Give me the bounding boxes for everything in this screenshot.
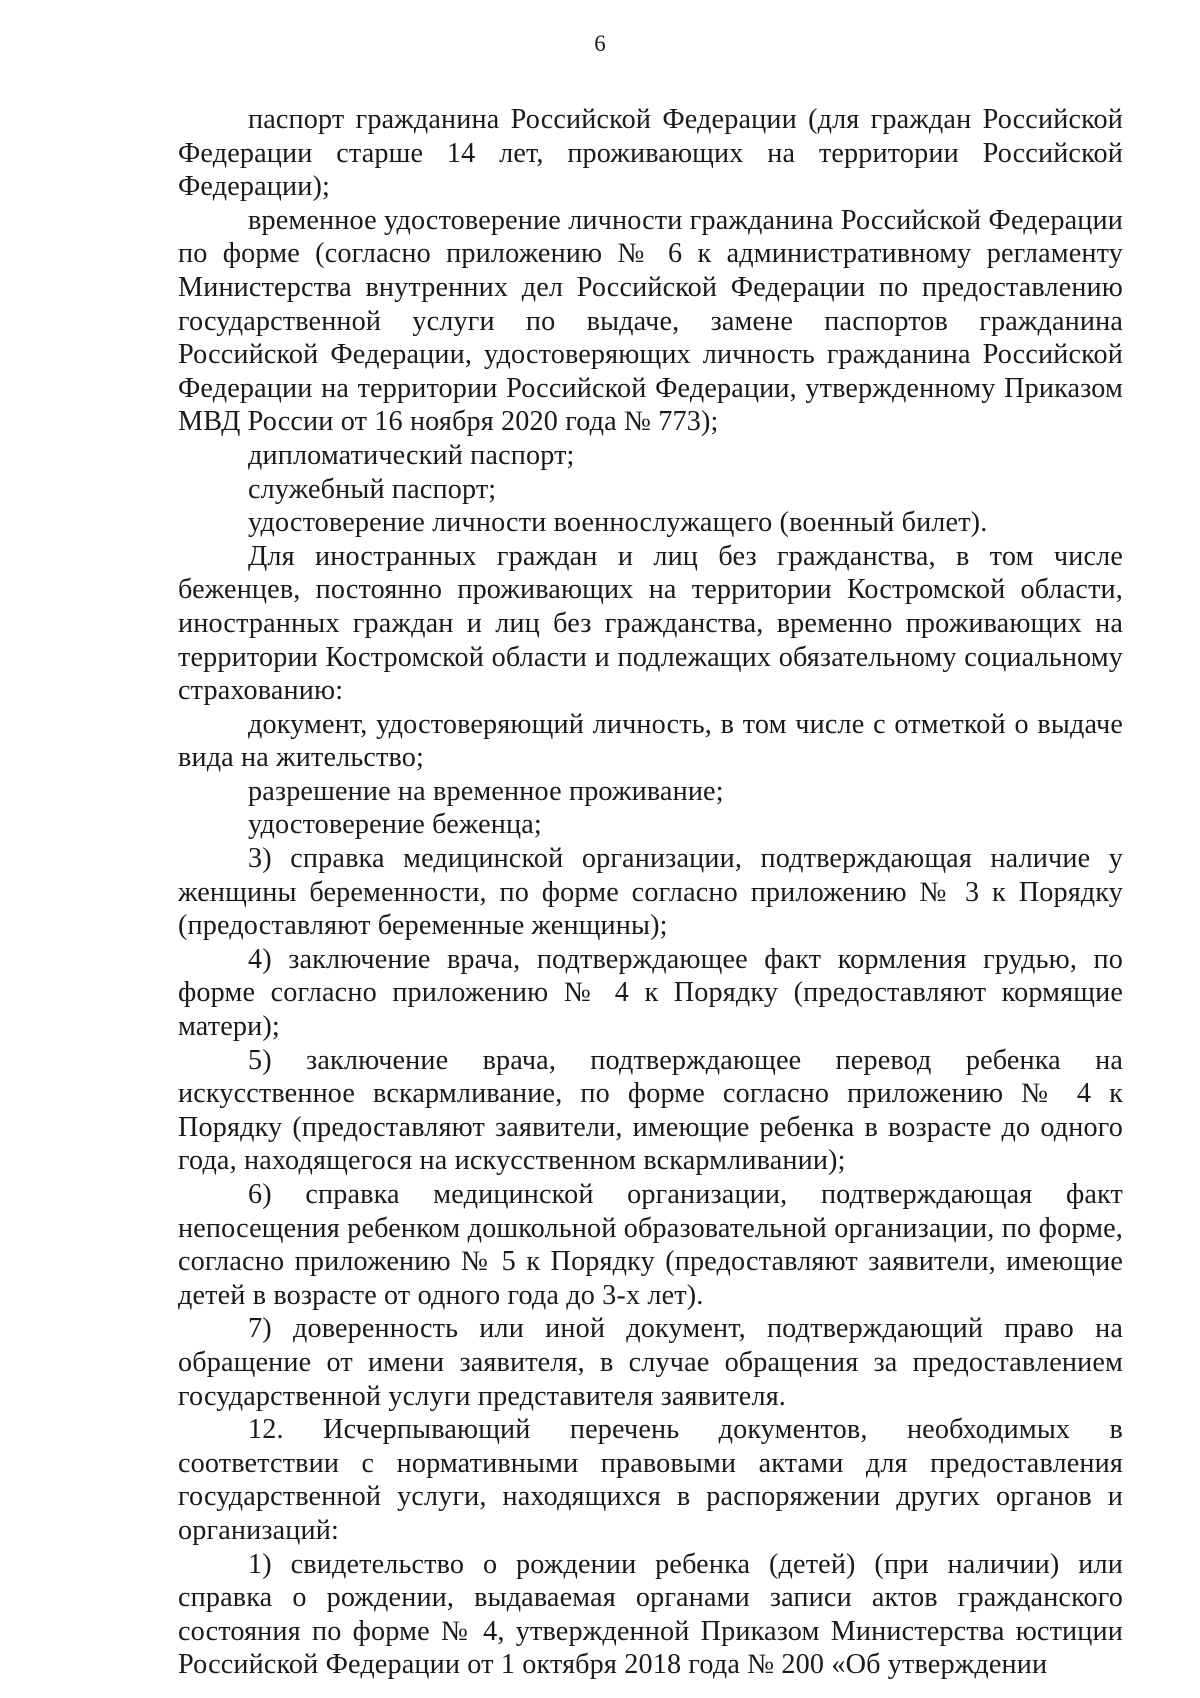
paragraph-foreign-citizens: Для иностранных граждан и лиц без гражданства, в том числе беженцев, постоянно проживающих на территории Костромской области, иностранных граждан и лиц без гражданства, временно проживающих на территории Костромской области и подлежащих обязательному социальному страхованию: (178, 540, 1123, 707)
paragraph-passport-rf: паспорт гражданина Российской Федерации (для граждан Российской Федерации старше 14 лет, проживающих на территории Российской Федерации); (178, 104, 1123, 203)
paragraph-item-5: 5) заключение врача, подтверждающее перевод ребенка на искусственное вскармливание, по форме согласно приложению № 4 к Порядку (предоставляют заявители, имеющие ребенка в возрасте до одного года, находящегося на искусственном вскармливании); (178, 1044, 1123, 1177)
paragraph-service-passport: служебный паспорт; (248, 473, 497, 505)
paragraph-military-id: удостоверение личности военнослужащего (военный билет). (248, 507, 988, 539)
paragraph-section-12-item-1: 1) свидетельство о рождении ребенка (детей) (при наличии) или справка о рождении, выдаваемая органами записи актов гражданского состояния по форме № 4, утвержденной Приказом Министерства юстиции Российской Федерации от 1 октября 2018 года № 200 «Об утверждении (178, 1548, 1123, 1681)
paragraph-item-4: 4) заключение врача, подтверждающее факт кормления грудью, по форме согласно приложению № 4 к Порядку (предоставляют кормящие матери); (178, 943, 1123, 1043)
paragraph-identity-document: документ, удостоверяющий личность, в том числе с отметкой о выдаче вида на жительство; (178, 708, 1123, 774)
paragraph-item-7: 7) доверенность или иной документ, подтверждающий право на обращение от имени заявителя, в случае обращения за предоставлением государственной услуги представителя заявителя. (178, 1313, 1123, 1412)
paragraph-item-3: 3) справка медицинской организации, подтверждающая наличие у женщины беременности, по форме согласно приложению № 3 к Порядку (предоставляют беременные женщины); (178, 843, 1123, 942)
document-body (178, 103, 1123, 1682)
paragraph-section-12: 12. Исчерпывающий перечень документов, необходимых в соответствии с нормативными правовыми актами для предоставления государственной услуги, находящихся в распоряжении других органов и организаций: (178, 1414, 1123, 1546)
paragraph-diplomatic-passport: дипломатический паспорт; (248, 439, 575, 471)
page-number: 6 (594, 31, 606, 56)
paragraph-temporary-id: временное удостоверение личности гражданина Российской Федерации по форме (согласно приложению № 6 к административному регламенту Министерства внутренних дел Российской Федерации по предоставлению государственной услуги по выдаче, замене паспортов гражданина Российской Федерации, удостоверяющих личность гражданина Российской Федерации на территории Российской Федерации, утвержденному Приказом МВД России от 16 ноября 2020 года № 773); (178, 204, 1123, 438)
paragraph-refugee-certificate: удостоверение беженца; (248, 809, 542, 841)
paragraph-temporary-residence: разрешение на временное проживание; (248, 775, 724, 807)
paragraph-item-6: 6) справка медицинской организации, подтверждающая факт непосещения ребенком дошкольной образовательной организации, по форме, согласно приложению № 5 к Порядку (предоставляют заявители, имеющие детей в возрасте от одного года до 3-х лет). (178, 1179, 1123, 1311)
